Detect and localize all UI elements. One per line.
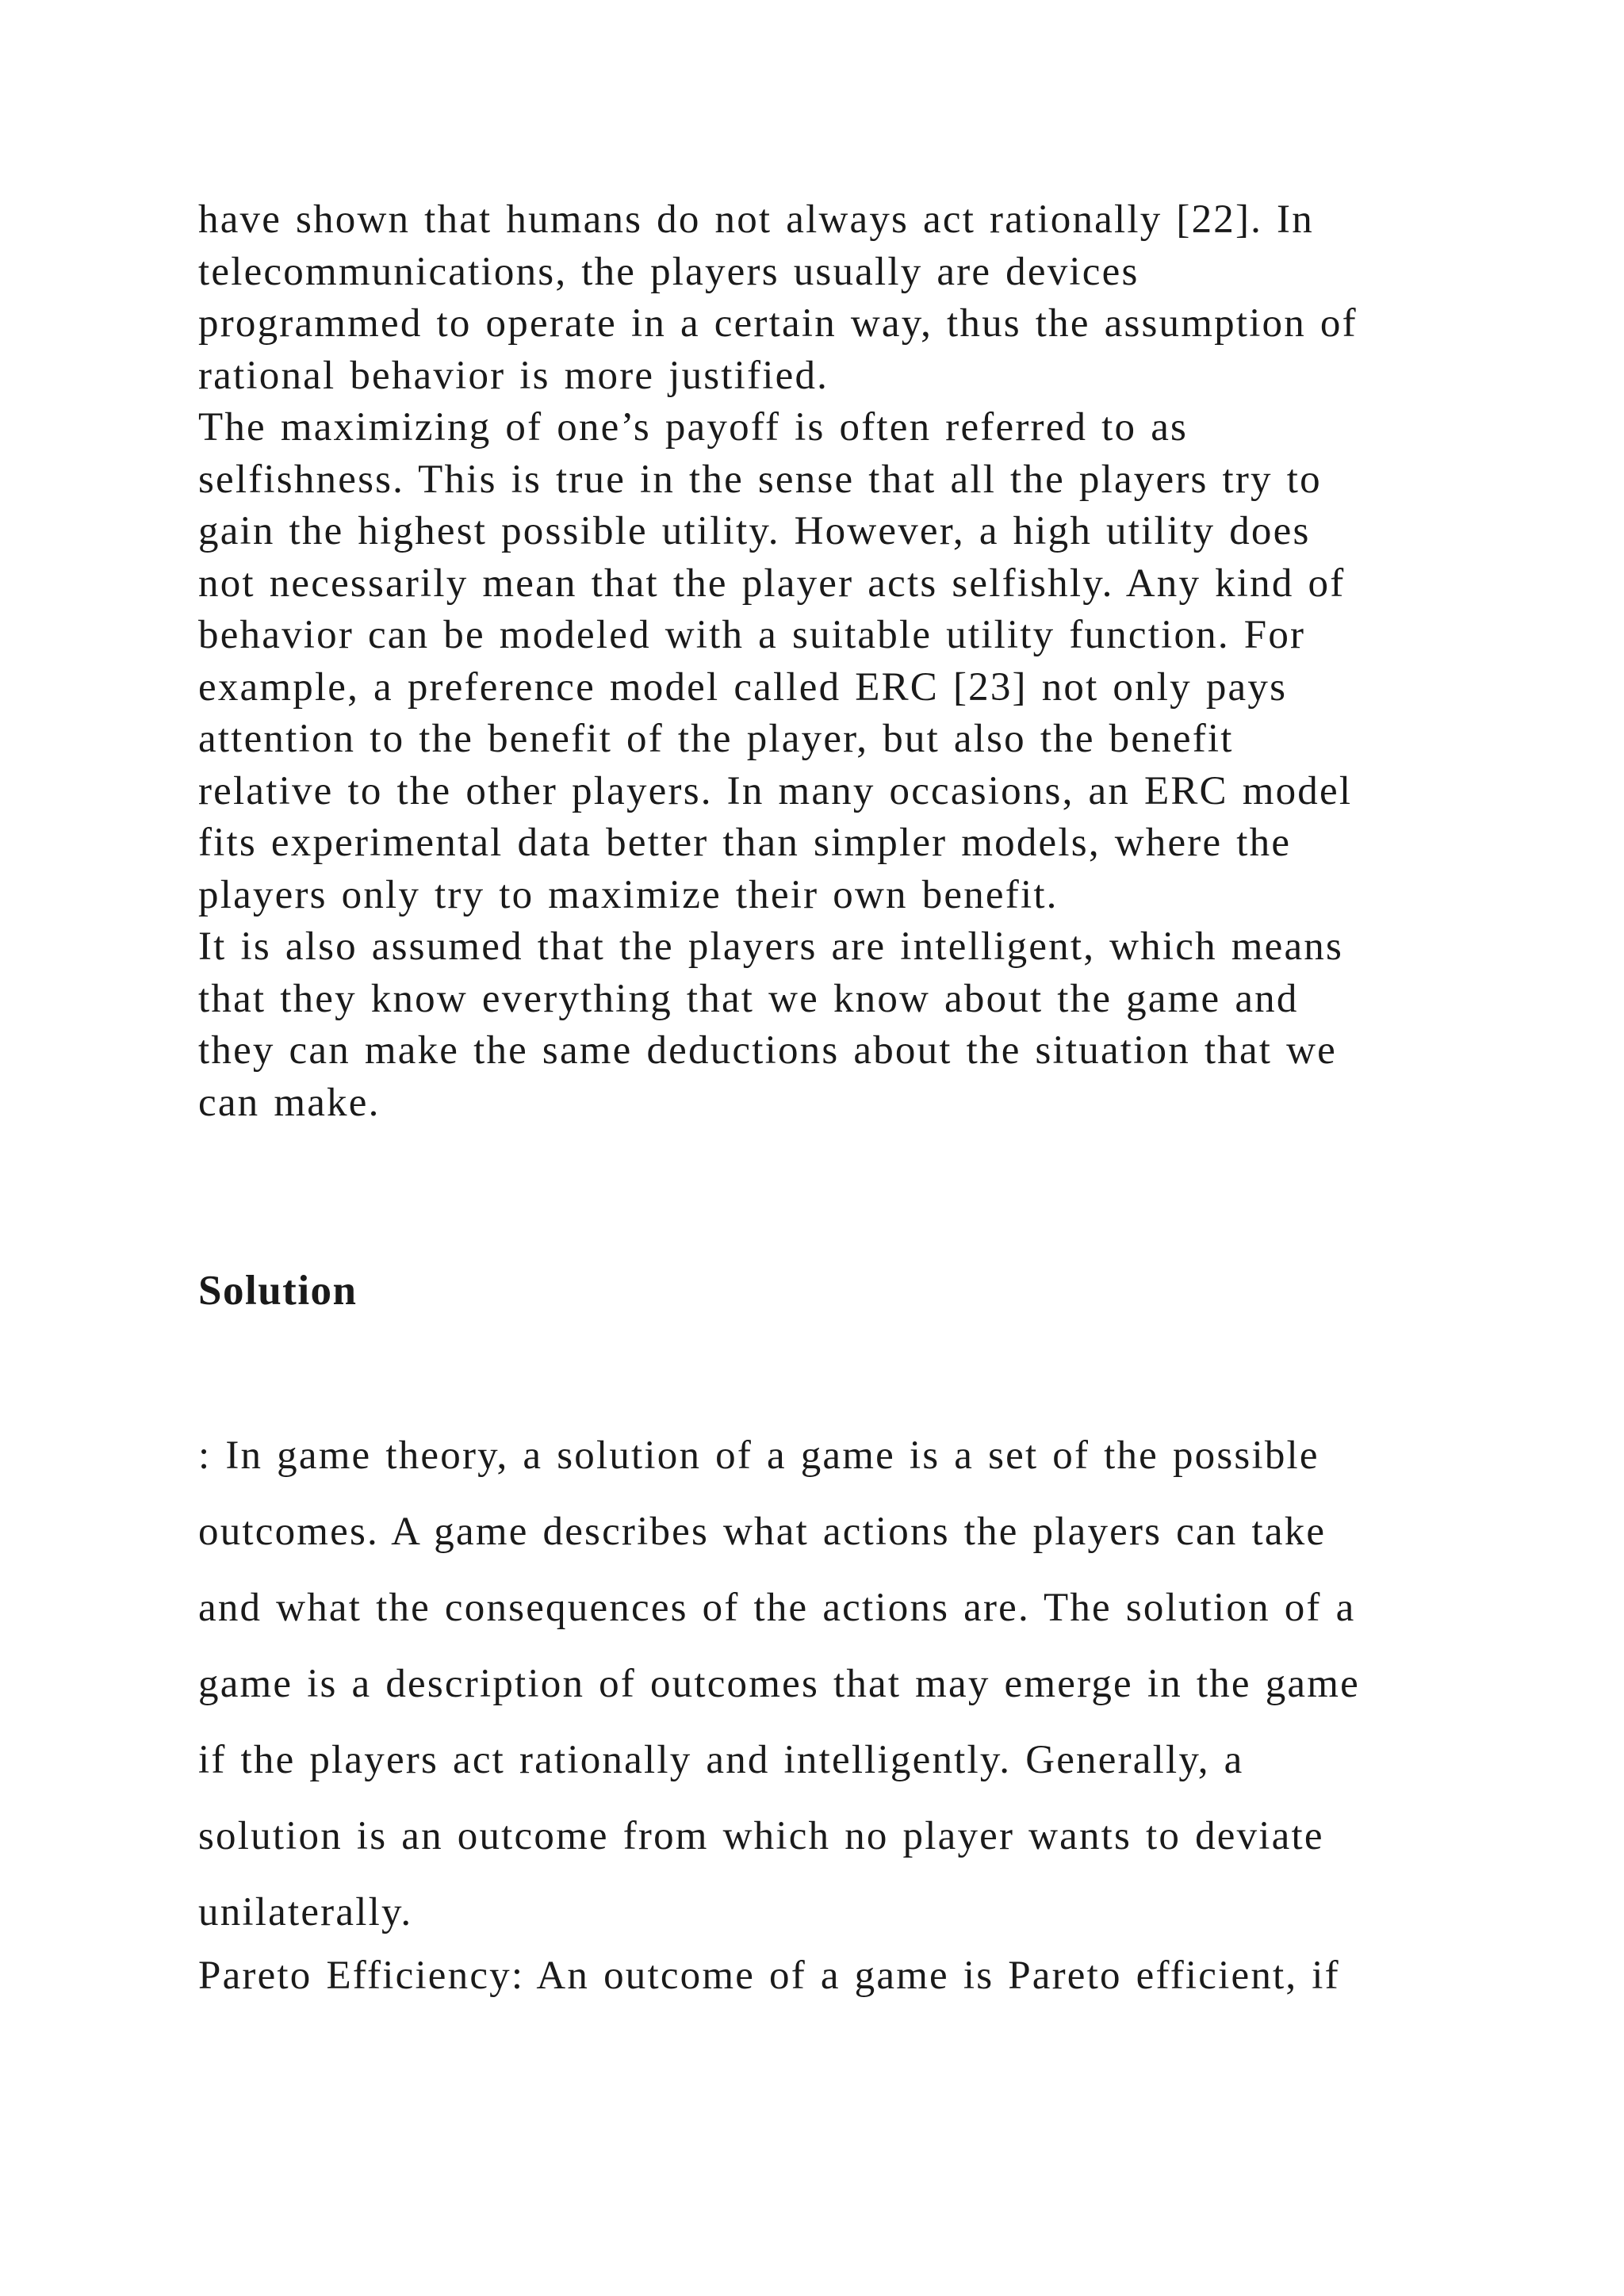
- document-page: [198, 194, 1467, 2003]
- text-line: outcomes. A game describes what actions the players can take: [198, 1510, 1327, 1554]
- paragraph-block-pareto: [198, 1950, 1467, 2003]
- text-line: attention to the benefit of the player, but also the benefit: [198, 717, 1234, 761]
- text-line: example, a preference model called ERC [23] not only pays: [198, 664, 1288, 710]
- text-line: selfishness. This is true in the sense that all the players try to: [198, 457, 1322, 502]
- section-heading: Solution: [198, 1268, 358, 1314]
- text-line: game is a description of outcomes that may emerge in the game: [198, 1662, 1360, 1706]
- text-line: and what the consequences of the actions are. The solution of a: [198, 1586, 1356, 1630]
- text-line: if the players act rationally and intelligently. Generally, a: [198, 1738, 1244, 1782]
- text-line: The maximizing of one’s payoff is often referred to as: [198, 405, 1189, 450]
- text-line: unilaterally.: [198, 1890, 413, 1934]
- text-line: Pareto Efficiency: An outcome of a game is Pareto efficient, if: [198, 1954, 1340, 1998]
- text-line: : In game theory, a solution of a game is a set of the possible: [198, 1433, 1320, 1478]
- text-line: not necessarily mean that the player acts selfishly. Any kind of: [198, 561, 1346, 606]
- text-line: It is also assumed that the players are intelligent, which means: [198, 924, 1344, 969]
- text-line: programmed to operate in a certain way, thus the assumption of: [198, 301, 1358, 346]
- text-line: behavior can be modeled with a suitable utility function. For: [198, 613, 1306, 657]
- text-line: players only try to maximize their own benefit.: [198, 872, 1059, 917]
- text-line: relative to the other players. In many occasions, an ERC model: [198, 768, 1353, 813]
- text-line: have shown that humans do not always act rationally [22]. In: [198, 197, 1314, 242]
- text-line: that they know everything that we know about the game and: [198, 976, 1299, 1021]
- text-line: telecommunications, the players usually are devices: [198, 249, 1139, 294]
- paragraph-block-solution: [198, 1418, 1467, 1950]
- text-line: rational behavior is more justified.: [198, 353, 829, 398]
- text-line: gain the highest possible utility. However, a high utility does: [198, 509, 1311, 553]
- text-line: solution is an outcome from which no player wants to deviate: [198, 1814, 1324, 1858]
- text-line: can make.: [198, 1080, 381, 1125]
- paragraph-block-rationality: [198, 194, 1467, 1129]
- text-line: fits experimental data better than simpler models, where the: [198, 821, 1292, 865]
- text-line: they can make the same deductions about the situation that we: [198, 1028, 1337, 1073]
